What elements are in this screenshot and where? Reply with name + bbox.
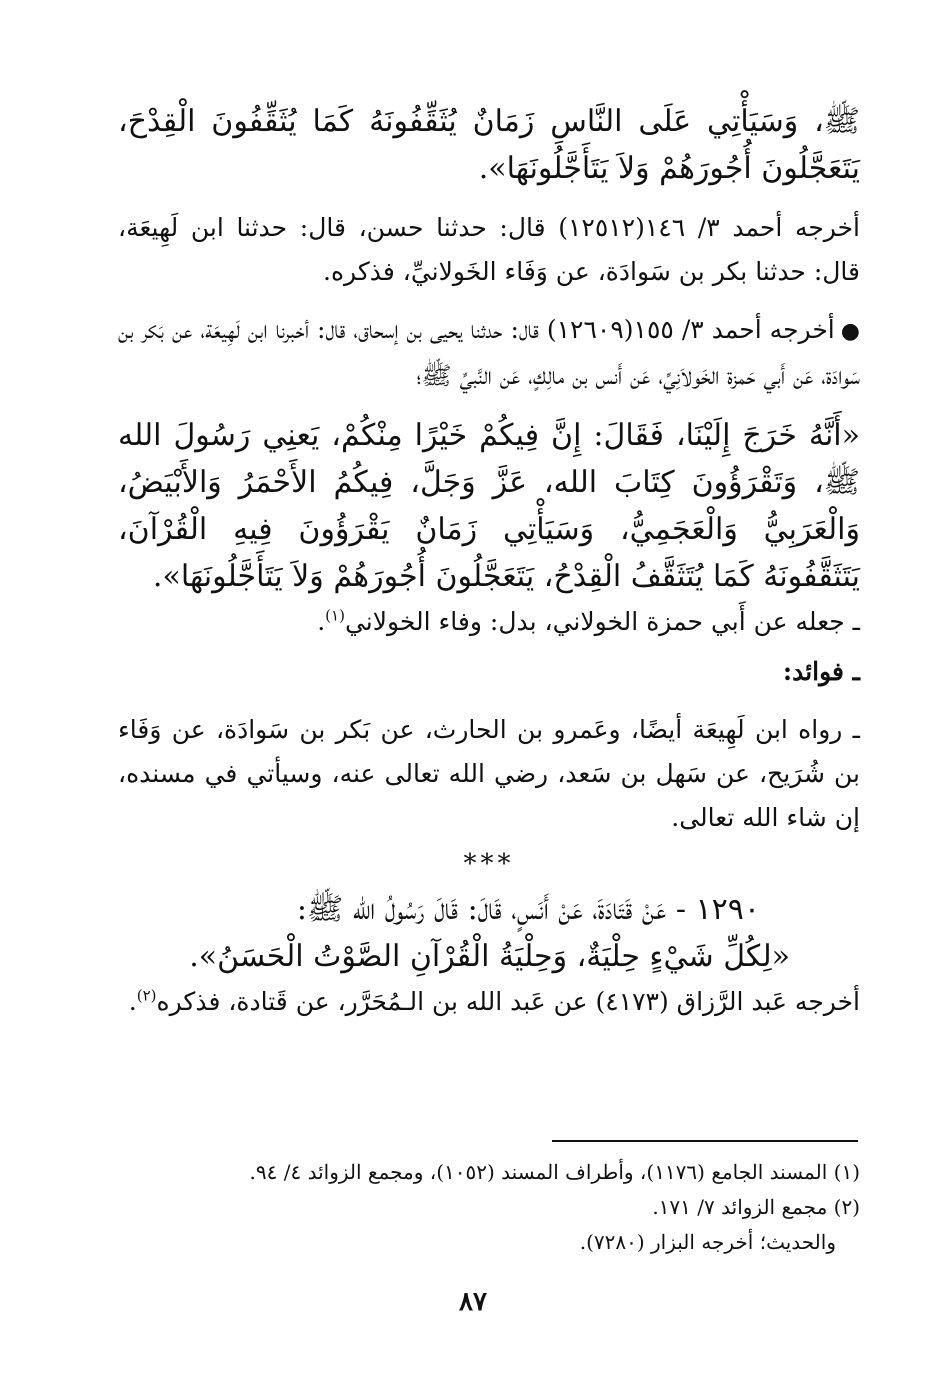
narrator-note [118,600,860,644]
hadith-1290-text: «لِكُلِّ شَيْءٍ حِلْيَةٌ، وَحِلْيَةُ الْقُرْآنِ الصَّوْتُ الْحَسَنُ». [189,939,790,974]
footnote-ref-2[interactable]: (٢) [136,986,157,1005]
hadith-quote-continuation: ﷺ، وَسَيَأْتِي عَلَى النَّاسِ زَمَانٌ يُثَقِّفُونَهُ كَمَا يُثَقِّفُونَ الْقِدْحَ، يَتَعَجَّلُونَ أُجُورَهُمْ وَلاَ يَتَأَجَّلُونَهَا». [118,104,860,186]
footnotes [118,1155,860,1260]
main-text [118,98,860,1024]
narrator-note-text: ـ جعله عن أَبي حمزة الخولاني، بدل: وفاء الخولاني [344,607,860,636]
narrator-note-end: . [317,607,326,636]
takhrij-ahmad-155 [118,308,860,398]
takhrij-abdurrazzaq [118,980,860,1024]
hadith-1290-header: ١٢٩٠ - عَنْ قَتَادَةَ، عَنْ أَنَسٍ، قَالَ: قَالَ رَسُولُ الله ﷺ: [296,892,760,927]
footnote-divider [552,1140,858,1142]
bullet-icon: ● [840,319,860,344]
benefits-heading: ـ فوائد: [782,657,860,686]
takhrij-abdurrazzaq-text: أخرجه عَبد الرَّزاق (٤١٧٣) عن عَبد الله بن الـمُحَرَّر، عن قَتادة، فذكره [156,987,860,1016]
page-number: ٨٧ [459,1287,487,1317]
footnote-2: (٢) مجمع الزوائد ٧/ ١٧١. [652,1195,860,1219]
hadith-quote-anas: «أَنَّهُ خَرَجَ إِلَيْنَا، فَقَالَ: إِنَّ فِيكُمْ خَيْرًا مِنْكُمْ، يَعنِي رَسُولَ الله ﷺ، وَتَقْرَؤُونَ كِتَابَ الله، عَزَّ وَجَلَّ، فِيكُمُ الأَحْمَرُ وَالأَبْيَضُ، وَالْعَرَبِيُّ وَالْعَجَمِيُّ، وَسَيَأْتِي زَمَانٌ يَقْرَؤُونَ فِيهِ الْقُرْآنَ، يَتَثَقَّفُونَهُ كَمَا يُتَثَقَّفُ الْقِدْحُ، يَتَعَجَّلُونَ أُجُورَهُمْ وَلاَ يَتَأَجَّلُونَهَا». [118,418,860,594]
benefits-text: ـ رواه ابن لَهِيعَة أيضًا، وعَمرو بن الحارث، عن بَكر بن سَوادَة، عن وَفَاء بن شُرَيح، عن سَهل بن سَعد، رضي الله تعالى عنه، وسيأتي في مسنده، إن شاء الله تعالى. [118,715,860,832]
takhrij-ahmad-155-text: أخرجه أحمد ٣/ ١٥٥(١٢٦٠٩) قال: حدثنا يحيى بن إسحاق، قال: أخبرنا ابن لَهِيعَة، عن بَكر بن سَوادَة، عَن أَبي حَمزة الخَولاَنِيِّ، عَن أَنس بن مالِكٍ، عَن النَّبيِّ ﷺ؛ [118,315,860,390]
footnote-ref-1[interactable]: (١) [325,606,345,625]
footnote-1: (١) المسند الجامع (١١٧٦)، وأطراف المسند (١٠٥٢)، ومجمع الزوائد ٤/ ٩٤. [249,1160,860,1184]
footnote-2-continuation: والحديث؛ أخرجه البزار (٧٢٨٠). [579,1230,836,1254]
section-separator: *** [463,849,515,879]
takhrij-ahmad-146: أخرجه أحمد ٣/ ١٤٦(١٢٥١٢) قال: حدثنا حسن، قال: حدثنا ابن لَهِيعَة، قال: حدثنا بكر بن سَوادَة، عن وَفَاء الخَولانيِّ، فذكره. [118,213,861,286]
takhrij-abdurrazzaq-end: . [128,987,137,1016]
